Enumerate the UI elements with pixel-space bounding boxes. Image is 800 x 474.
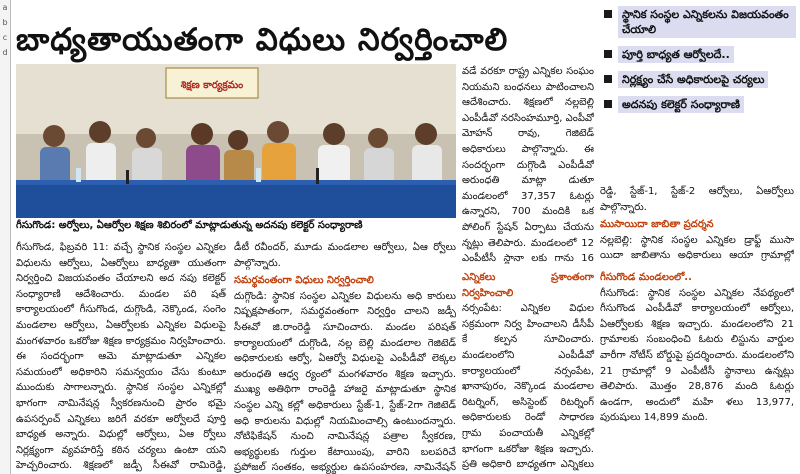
paragraph: దుగ్గొండి: స్థానిక సంస్థల ఎన్నికల విధులను అధి కారులు నిష్పక్షపాతంగా, సమర్థవంతంగా నిర్వర్తిం చాలని జడ్పీ సీఈవో జి.రాంరెడ్డి సూచించారు. మండల పరిషత్ కార్యాలయంలో దుగ్గొండి, నల్ల బెల్లి మండలాల గెజిటెడ్ అధికారులకు ఆర్వో, ఏఆర్వో విధులపై ఎంపీడీవో లెక్కల అరుంధతి ఆధ్వ ర్యంలో మంగళవారం శిక్షణ ఇచ్చారు. ముఖ్య అతిథిగా రాంరెడ్డి హాజరై మాట్లాడుతూ స్థానిక సంస్థల ఎన్ని కల్లో అధికారులు స్టేజ్-1, స్టేజ్-2గా గెజిటెడ్ అధి కారులను విధుల్లో నియమించాల్సి ఉంటుందన్నారు. నోటిఫికేషన్ నుంచి నామినేషన్ల పత్రాల స్వీకరణ, అభ్యర్థులకు గుర్తుల కేటాయింపు, వారిని బలపరిచే ప్రపోజల్ సంతకం, అభ్యర్థుల ఉపసంహరణ, నామినేషన్: [234, 290, 456, 474]
highlight-item: అదనపు కలెక్టర్ సంధ్యారాణి: [600, 96, 796, 113]
left-column-edge: a b c d: [0, 0, 11, 474]
paragraph: రెడ్డి, స్టేజ్-1, స్టేజ్-2 ఆర్వోలు, ఏఆర్వోలు పాల్గొన్నారు.: [600, 186, 794, 213]
highlight-item: నిర్లక్ష్యం చేసే అధికారులపై చర్యలు: [600, 71, 796, 88]
subheading: ఎన్నికలు ప్రశాంతంగా నిర్వహించాలి: [462, 272, 594, 299]
square-bullet-icon: [604, 10, 612, 18]
page-headline: బాధ్యతాయుతంగా విధులు నిర్వర్తించాలి: [16, 22, 509, 58]
square-bullet-icon: [604, 50, 612, 58]
paragraph: గీసుగొండ, ఫిబ్రవరి 11: వచ్చే స్థానిక సంస్థల ఎన్నికల విధులను ఆర్వోలు, ఏఆర్వోలు బాధ్యతా యుతంగా నిర్వర్తించి విజయవంతం చేయాలని అద నపు కలెక్టర్ సంధ్యారాణి ఆదేశించారు. మండల పరి షత్ కార్యాలయంలో గీసుగొండ, దుగ్గొండి, నెక్కొండ, సంగెం మండలాల ఆర్వోలు, ఏఆర్వోలకు ఎన్నికల విధులపై మంగళవారం ఒకరోజు శిక్షణ కార్యక్రమం నిర్వహించారు. ఈ సందర్భంగా ఆమె మాట్లాడుతూ ఎన్నికల సమయంలో అధికారిని సమన్వయం చేసు కుంటూ ముందుకు సాగాలన్నారు. స్థానిక సంస్థల ఎన్నికల్లో భాగంగా నామినేషన్ల స్వీకరణనుంచి ప్రారం భమై ఉపసర్పంచ్ ఎన్నికలు జరిగే వరకూ అర్వోలదే పూర్తి బాధ్యత అన్నారు. విధుల్లో ఆర్వోలు, ఏఆ ర్వోలు నిర్లక్ష్యంగా వ్యవహరిస్తే కఠిన చర్యలు ఉంటా యని హెచ్చరించారు. శిక్షణలో జడ్పీ సీఈవో రామిరెడ్డి,: [16, 242, 226, 472]
article-column-2: [234, 240, 456, 474]
people-group: [40, 121, 442, 188]
paragraph: నల్లబెల్లి: స్థానిక సంస్థల ఎన్నికల డ్రాఫ్ట్ ముసా యిదా జాబితాను అధికారులు ఆయా గ్రామాల్లో: [600, 234, 794, 262]
photo-caption: గీసుగొండ: అర్వోలు, ఏఆర్వోల శిక్షణ శిబిరంలో మాట్లాడుతున్న అదనపు కలెక్టర్ సంధ్యారాణి: [16, 220, 363, 231]
highlights-box: [600, 6, 796, 182]
article-column-4: [600, 184, 794, 264]
highlight-item: పూర్తి బాధ్యత ఆర్వోలదే..: [600, 46, 796, 63]
news-photo: [16, 64, 456, 218]
article-column-3: [462, 64, 594, 264]
paragraph: వడే వరకూ రాష్ట్ర ఎన్నికల సంఘం నియమని బంధనలు పాటించాలని ఆదేశించారు. శిక్షణలో నల్లబెల్లి ఎంపీడీవో నరసింహమూర్తి, ఎంపీవో మోహన్ రావు, గెజిటెడ్ అధికారులు పాల్గొన్నారు. ఈ సందర్భంగా దుగ్గొండి ఎంపీడీవో అరుంధతి మాట్లా డుతూ మండలంలో 37,357 ఓటర్లు ఉన్నారని, 700 మందికి ఒక పోలింగ్ స్టేషన్ ఏర్పాటు చేయను న్నట్లు తెలిపారు. మండలంలో 12 ఎంపీటీసీ స్థానా లకు గాను 16: [462, 66, 594, 264]
training-session-photo: [16, 64, 456, 218]
article-column-3-lower: [462, 268, 794, 474]
square-bullet-icon: [604, 75, 612, 83]
subheading: సమర్థవంతంగా విధులు నిర్వర్తించాలి: [234, 275, 374, 287]
paragraph: డీటీ రవీందర్, మూడు మండలాల ఆర్వోలు, ఏఆ ర్వోలు పాల్గొన్నారు.: [234, 242, 456, 269]
banner-text: శిక్షణ కార్యక్రమం: [180, 80, 244, 91]
subheading: గీసుగొండ మండలంలో..: [600, 272, 692, 283]
paragraph: గీసుగొండ: స్థానిక సంస్థల ఎన్నికల నేపథ్యంలో గీసుగొండ ఎంపీడీవో కార్యాలయంలో ఆర్వోలు, ఏఆర్వోలకు శిక్షణ ఇచ్చారు. మండలంలోని 21 గ్రామాలకు సంబంధించి ఓటరు లిస్టును వార్డుల వారీగా నోటీస్ బోర్డుపై ప్రదర్శించారు. మండలంలోని 21 గ్రామాల్లో 9 ఎంపీటీసీ స్థానాలు ఉన్నట్లు తెలిపారు. మొత్తం 28,876 మంది ఓటర్లు ఉండగా, అందులో మహి ళలు 13,977, పురుషులు 14,899 మంది.: [600, 287, 794, 424]
square-bullet-icon: [604, 100, 612, 108]
paragraph: నర్సంపేట: ఎన్నికల విధుల సక్రమంగా నిర్వ హించాలని డీసీపీ కే కల్పన సూచించారు. మండలంలోని ఎంపీడీవో కార్యాలయంలో నర్సంపేట, ఖానాపురం, నెక్కొండ మండలాల రిటర్నింగ్, అసిస్టెంట్ రిటర్నింగ్ అధికారులకు రెండో సాధారణ గ్రామ పంచాయతీ ఎన్నికల్లో భాగంగా ఒకరోజు శిక్షణ ఇచ్చారు. ప్రతి అధికారి బాధ్యతగా ఎన్నికలు: [462, 303, 594, 471]
article-column-1: [16, 240, 226, 474]
subheading: ముసాయిదా జాబితా ప్రదర్శన: [600, 219, 714, 231]
highlight-item: స్థానిక సంస్థల ఎన్నికలను విజయవంతం చేయాలి: [600, 6, 796, 38]
